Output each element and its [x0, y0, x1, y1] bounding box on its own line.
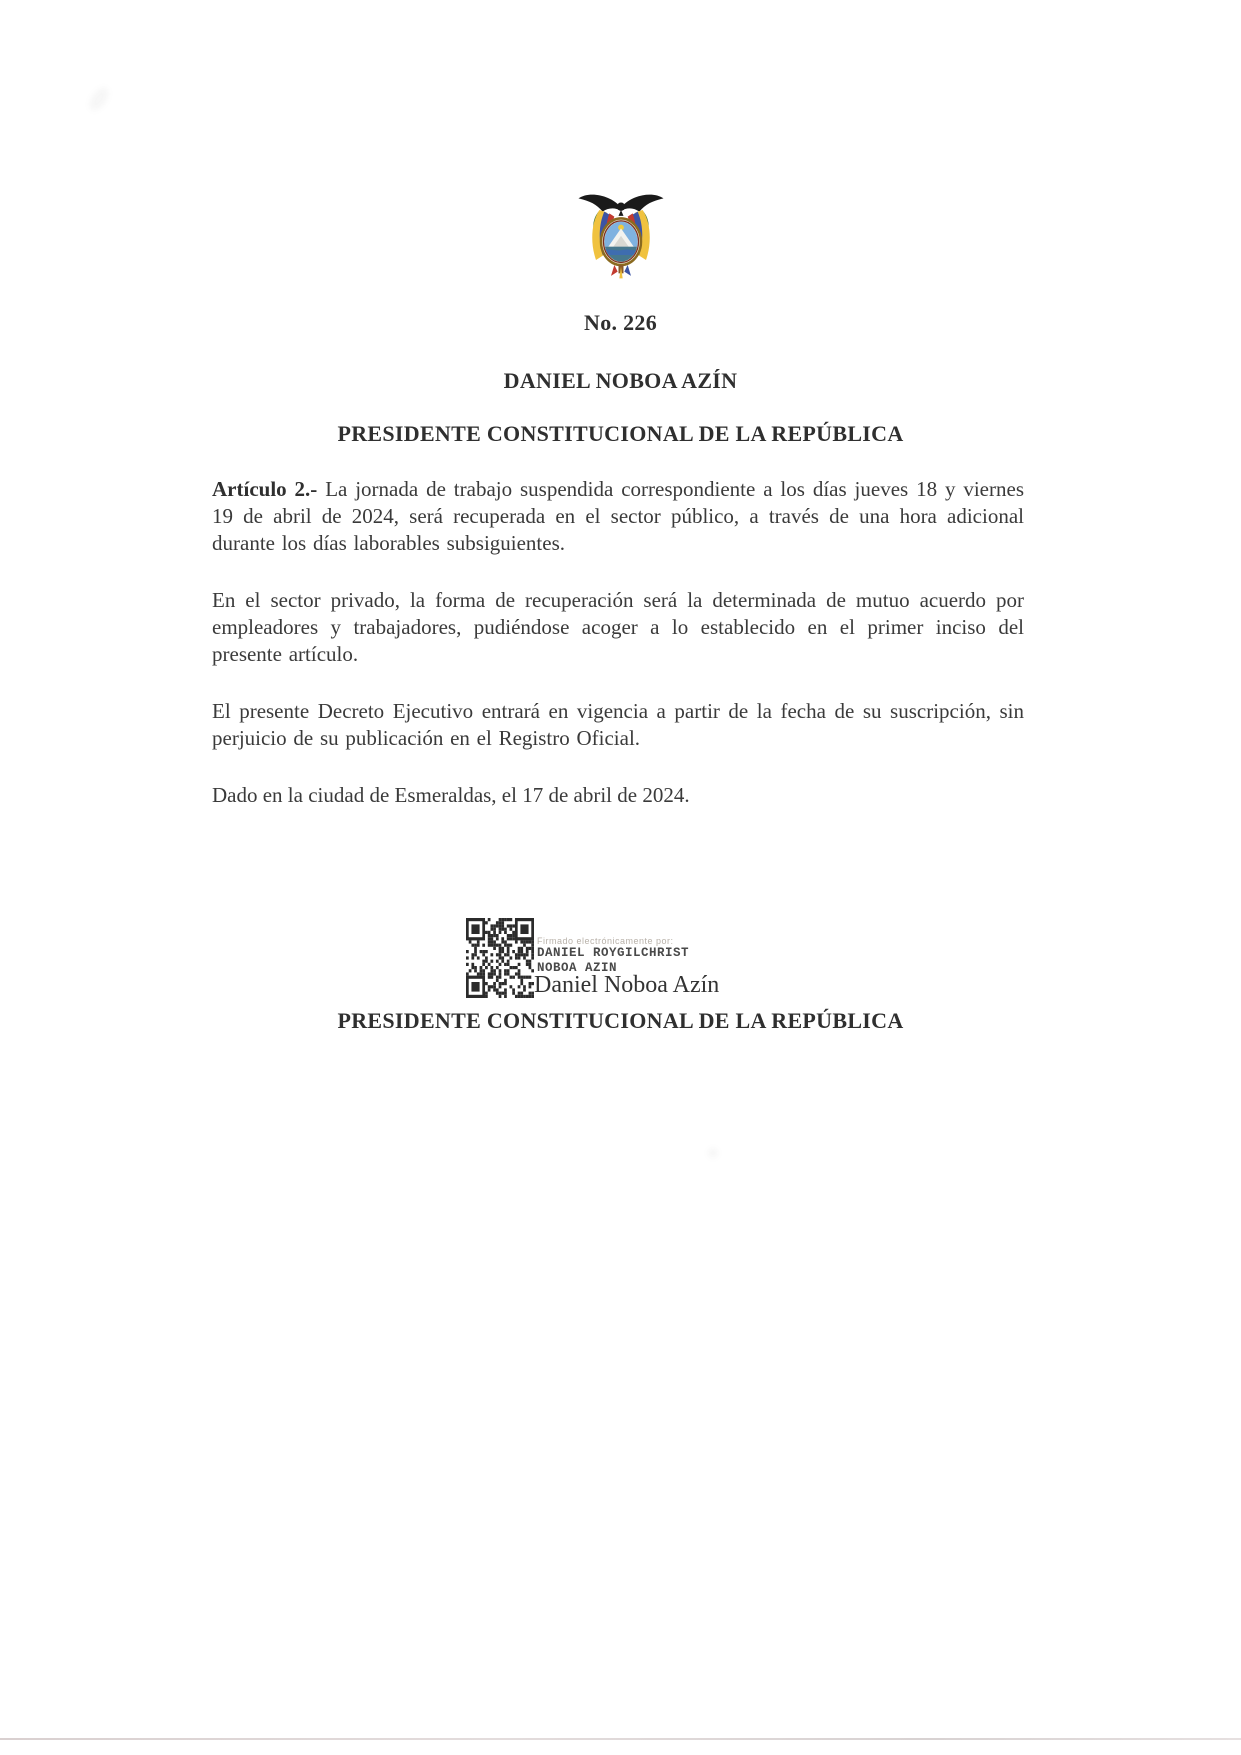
signature-block	[466, 916, 886, 1008]
president-name-heading: DANIEL NOBOA AZÍN	[503, 368, 738, 393]
decree-number: No. 226	[584, 310, 657, 335]
paragraph-articulo-2	[212, 476, 1024, 557]
paragraph-vigencia	[212, 698, 1024, 752]
dateline: Dado en la ciudad de Esmeraldas, el 17 de abril de 2024.	[212, 783, 690, 807]
signer-title: PRESIDENTE CONSTITUCIONAL DE LA REPÚBLICA	[337, 1008, 904, 1033]
esign-name-line1: DANIEL ROYGILCHRIST	[537, 946, 690, 960]
decree-body	[212, 476, 1024, 809]
scan-edge-line	[0, 1738, 1241, 1740]
qr-code-icon	[466, 918, 534, 998]
paragraph-text: El presente Decreto Ejecutivo entrará en vigencia a partir de la fecha de su suscripción, sin perjuicio de su publicación en el Registro Oficial.	[212, 699, 1024, 750]
esign-name-line2: NOBOA AZIN	[537, 961, 618, 975]
paragraph-text: La jornada de trabajo suspendida correspondiente a los días jueves 18 y viernes 19 de abril de 2024, será recuperada en el sector público, a través de una hora adicional durante los días laborables subsiguientes.	[212, 477, 1024, 555]
esign-label: Firmado electrónicamente por:	[537, 936, 674, 946]
electronic-signature-text	[537, 936, 689, 976]
ecuador-coat-of-arms-icon	[571, 190, 671, 290]
signer-name: Daniel Noboa Azín	[534, 972, 720, 998]
paragraph-sector-privado	[212, 587, 1024, 668]
scan-smudge	[86, 84, 112, 113]
article-label: Artículo 2.-	[212, 477, 318, 501]
paragraph-text: En el sector privado, la forma de recuperación será la determinada de mutuo acuerdo por empleadores y trabajadores, pudiéndose acoger a lo establecido en el primer inciso del presente artículo.	[212, 588, 1024, 666]
president-title-heading: PRESIDENTE CONSTITUCIONAL DE LA REPÚBLICA	[337, 421, 904, 446]
scan-smudge	[708, 1148, 718, 1158]
